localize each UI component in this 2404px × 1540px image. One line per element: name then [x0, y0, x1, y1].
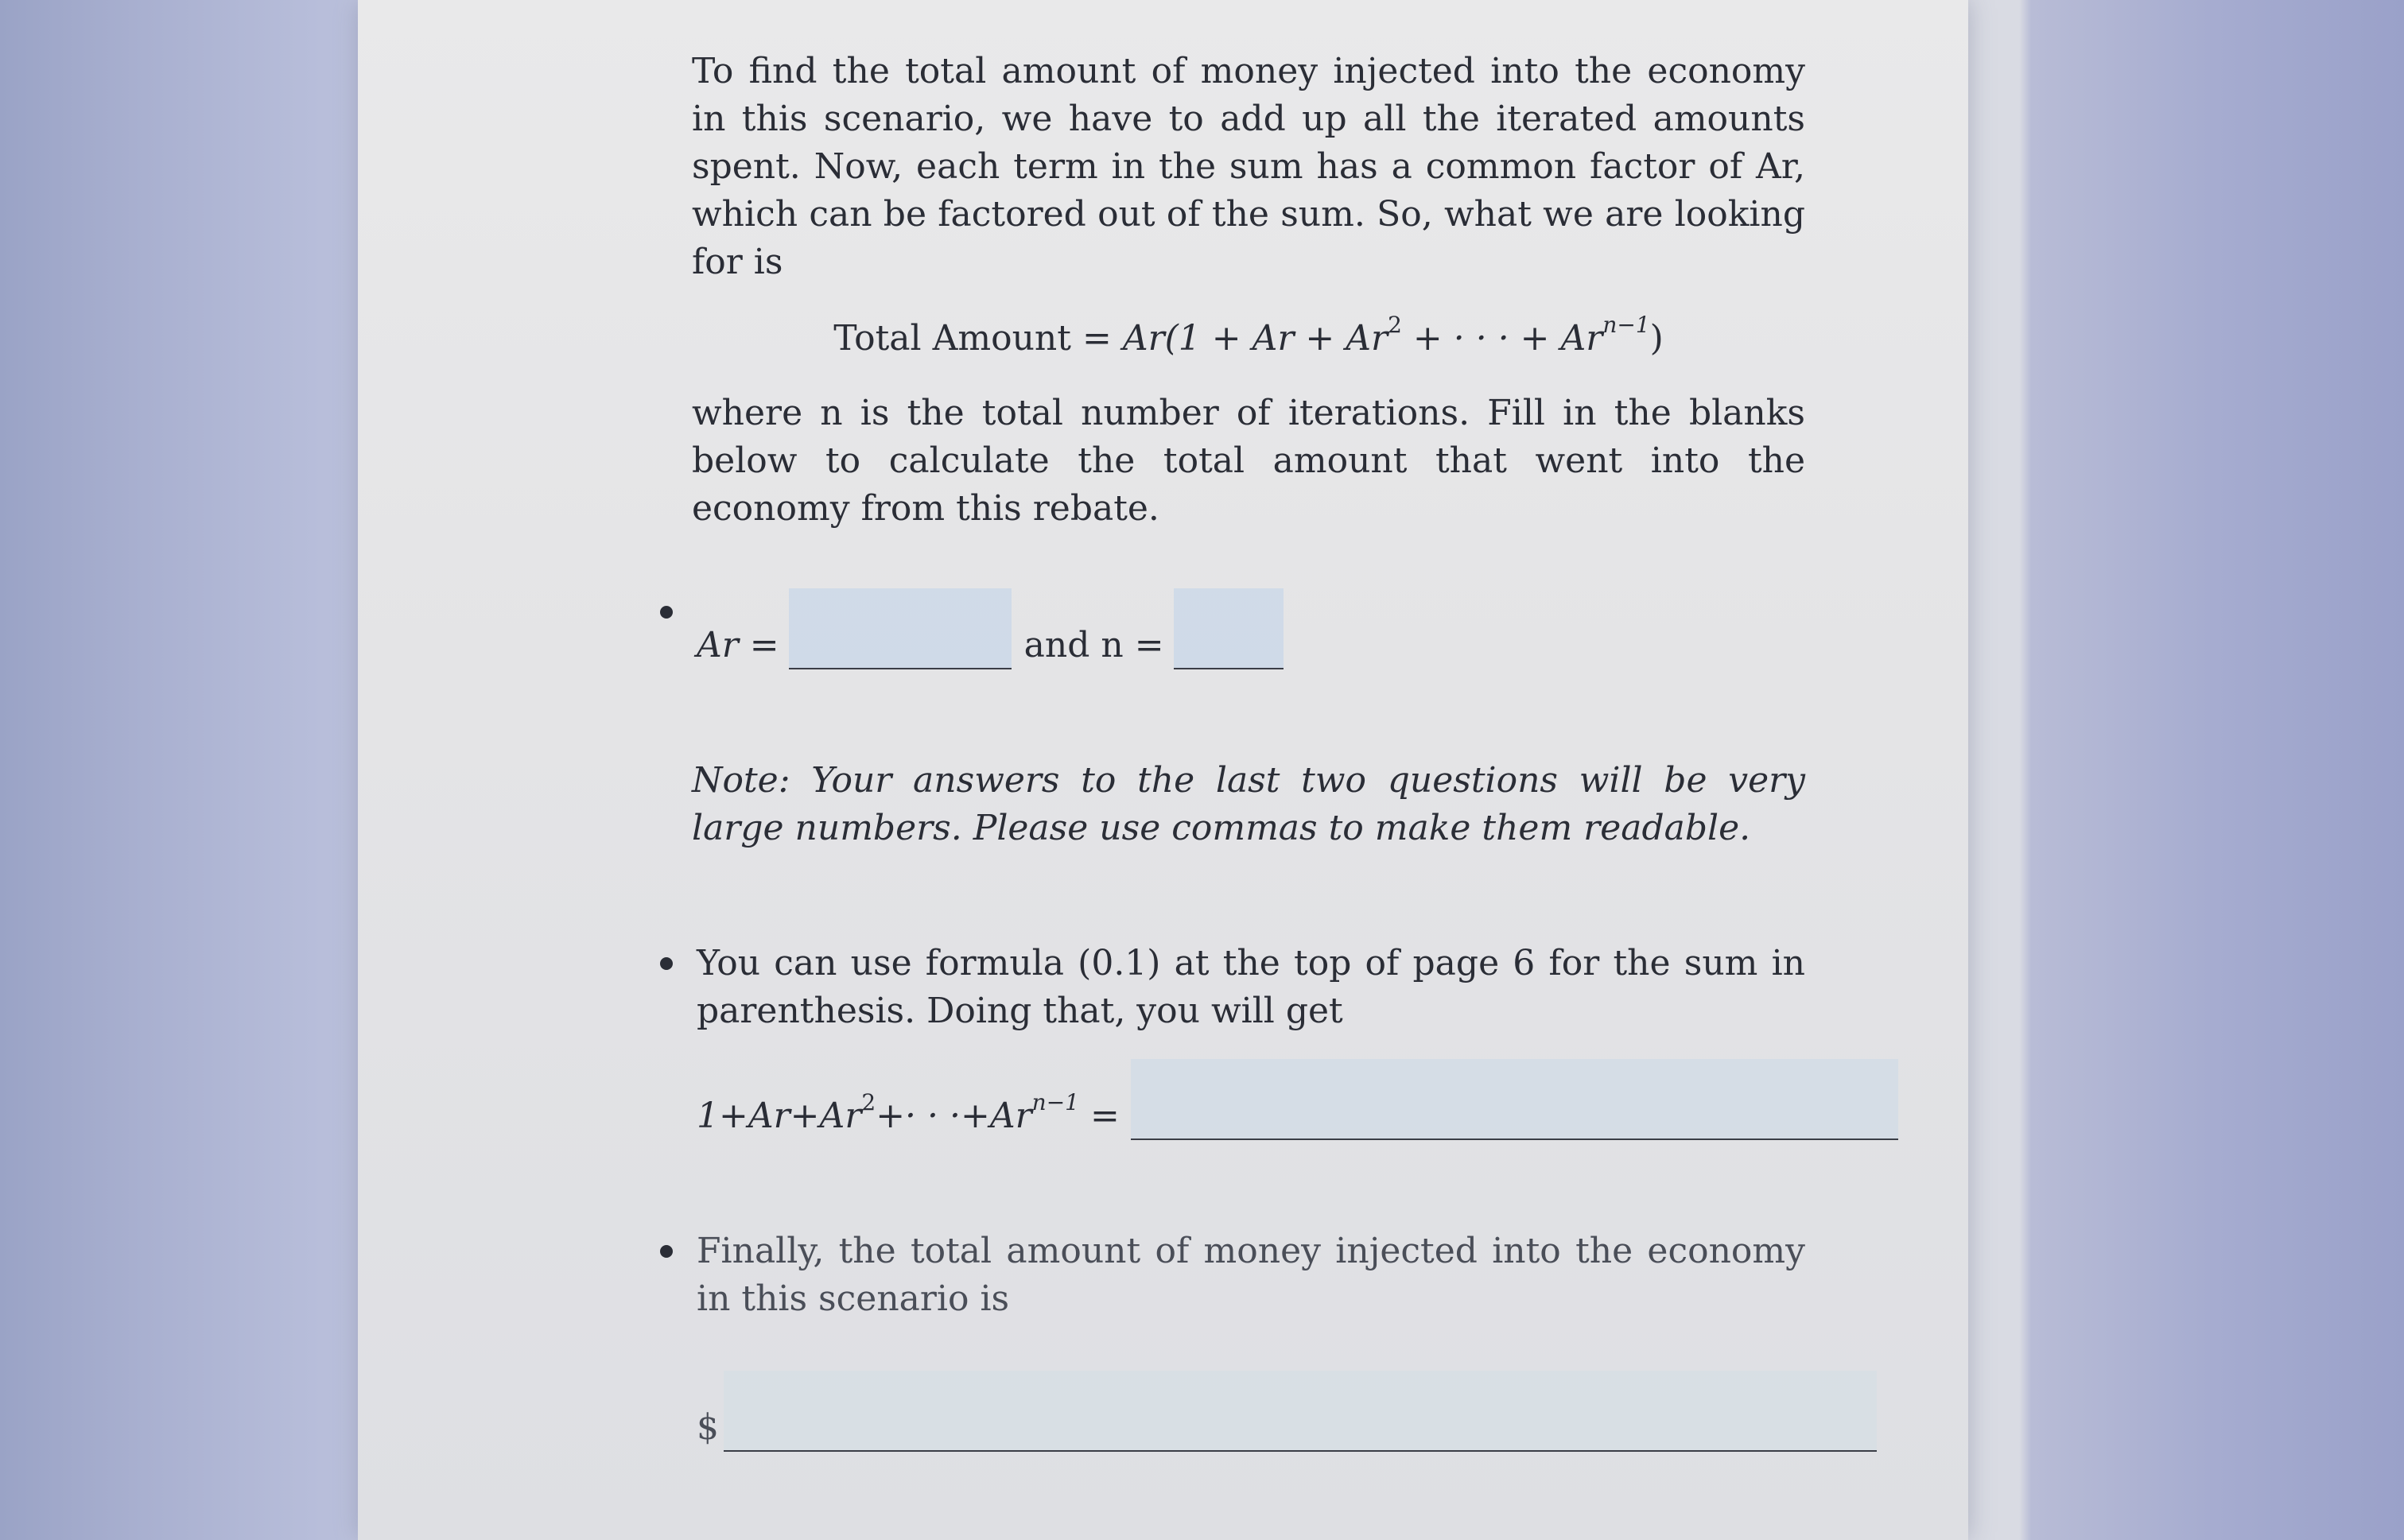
sum-equals: = — [1078, 1096, 1120, 1136]
equation-rhs-prefix: Ar(1 + Ar + Ar — [1122, 318, 1388, 359]
worksheet-content — [692, 48, 1805, 1452]
bullet-total-amount — [692, 1228, 1805, 1452]
sum-answer-field[interactable] — [1131, 1059, 1898, 1140]
equation-rhs-suffix: ) — [1649, 318, 1664, 359]
sum-exp-2: 2 — [861, 1089, 876, 1116]
worksheet-page — [358, 0, 1968, 1540]
total-instructions: Finally, the total amount of money injected into the economy in this scenario is — [697, 1231, 1805, 1319]
equation-equals: = — [1082, 318, 1112, 359]
sum-equation-line — [697, 1059, 1805, 1140]
bullet-icon — [660, 957, 673, 970]
bullet-icon — [660, 1245, 673, 1258]
equation-exp-n: n−1 — [1602, 312, 1650, 339]
n-label: and n = — [1023, 625, 1164, 665]
sum-prefix: 1+Ar+Ar — [697, 1096, 862, 1136]
equation-exp-2: 2 — [1388, 312, 1402, 339]
total-answer-field[interactable] — [724, 1371, 1877, 1452]
note-paragraph: Note: Your answers to the last two questions will be very large numbers. Please use commas to make them readable. — [692, 760, 1805, 848]
bullet-sum-formula — [692, 940, 1805, 1140]
intro-paragraph: To find the total amount of money injected into the economy in this scenario, we have to add up all the iterated amounts spent. Now, each term in the sum has a common factor of Ar, which can be factored out of the sum. So, what we are looking for is — [692, 51, 1805, 282]
sum-instructions: You can use formula (0.1) at the top of page 6 for the sum in parenthesis. Doing that, you will get — [697, 943, 1805, 1031]
sum-mid: +· · ·+Ar — [876, 1096, 1032, 1136]
equation-lhs: Total Amount — [833, 318, 1071, 359]
ar-answer-field[interactable] — [789, 588, 1012, 669]
total-answer-line — [697, 1371, 1805, 1452]
bullet-icon — [660, 606, 673, 619]
total-amount-equation — [692, 312, 1805, 363]
equation-rhs-mid: + · · · + Ar — [1401, 318, 1603, 359]
n-answer-field[interactable] — [1174, 588, 1284, 669]
ar-label: Ar = — [697, 625, 779, 665]
bullet-ar-n — [692, 588, 1805, 669]
sum-exp-n: n−1 — [1031, 1089, 1079, 1116]
dollar-sign: $ — [697, 1407, 719, 1448]
where-paragraph: where n is the total number of iterations. Fill in the blanks below to calculate the total amount that went into the economy from this rebate. — [692, 393, 1805, 529]
